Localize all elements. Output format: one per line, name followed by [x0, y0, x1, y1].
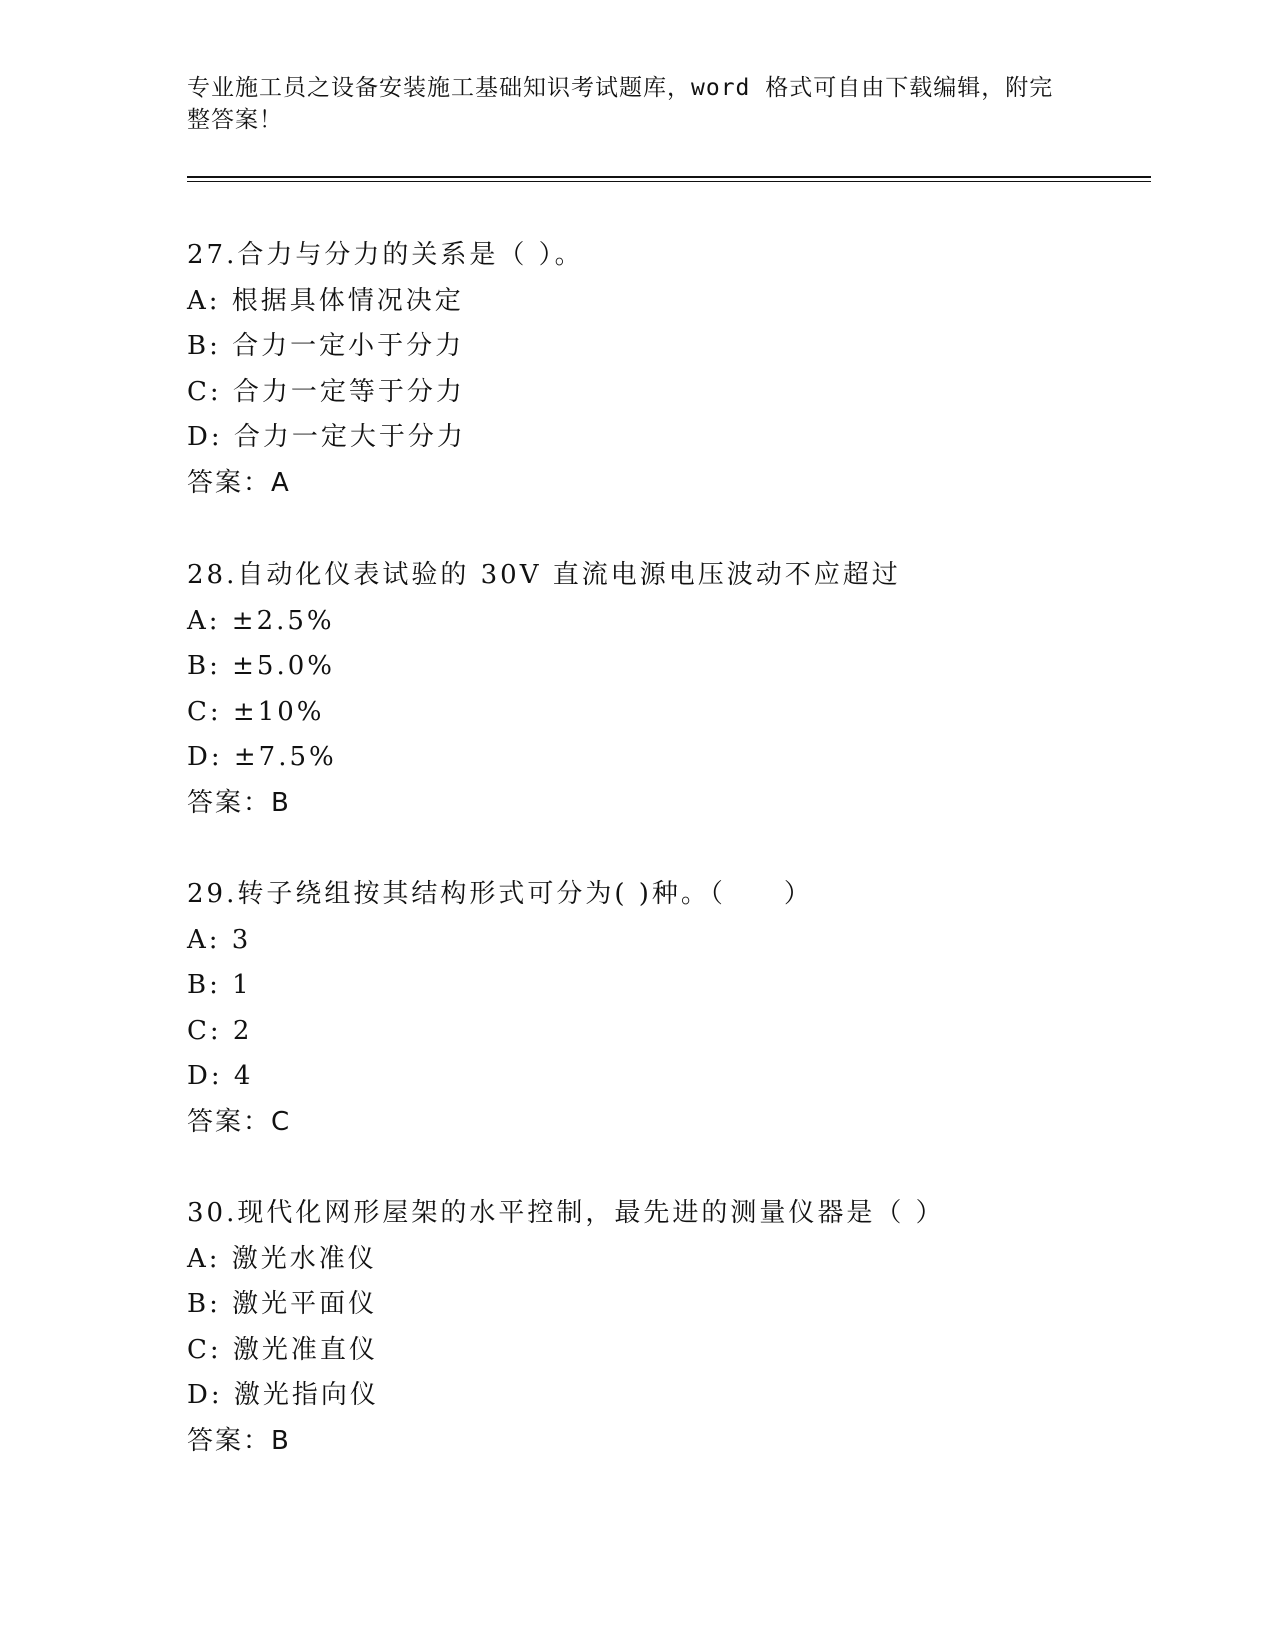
question-title: 28.自动化仪表试验的 30V 直流电源电压波动不应超过	[187, 560, 901, 590]
question-block	[187, 1191, 1087, 1464]
option-c: C: 合力一定等于分力	[187, 376, 465, 407]
answer-line: 答案：C	[187, 1106, 292, 1137]
option-a: A: 根据具体情况决定	[187, 285, 464, 316]
option-b: B: 激光平面仪	[187, 1289, 378, 1319]
option-b: B: 合力一定小于分力	[187, 331, 465, 361]
question-title: 29.转子绕组按其结构形式可分为( )种。（ ）	[187, 879, 813, 909]
option-c: C: ±10%	[187, 696, 325, 727]
question-title: 27.合力与分力的关系是（ ）。	[187, 240, 584, 270]
option-c: C: 2	[187, 1015, 253, 1046]
option-a: A: ±2.5%	[187, 605, 335, 636]
header-divider-thick	[187, 176, 1151, 178]
question-block	[187, 233, 1087, 506]
option-b: B: ±5.0%	[187, 651, 335, 681]
option-b: B: 1	[187, 970, 252, 1000]
option-c: C: 激光准直仪	[187, 1334, 378, 1365]
option-a: A: 3	[187, 924, 252, 955]
option-d: D: 4	[187, 1061, 254, 1091]
option-d: D: 激光指向仪	[187, 1380, 379, 1410]
question-block	[187, 553, 1087, 826]
option-d: D: 合力一定大于分力	[187, 422, 466, 452]
option-a: A: 激光水准仪	[187, 1243, 377, 1274]
option-d: D: ±7.5%	[187, 742, 337, 772]
document-header: 专业施工员之设备安装施工基础知识考试题库，word 格式可自由下载编辑，附完整答案！	[187, 75, 1054, 133]
question-block	[187, 872, 1087, 1145]
header-divider-thin	[187, 181, 1151, 182]
answer-line: 答案：B	[187, 787, 291, 818]
answer-line: 答案：A	[187, 467, 291, 498]
answer-line: 答案：B	[187, 1425, 291, 1456]
question-title: 30.现代化网形屋架的水平控制，最先进的测量仪器是（ ）	[187, 1198, 945, 1228]
